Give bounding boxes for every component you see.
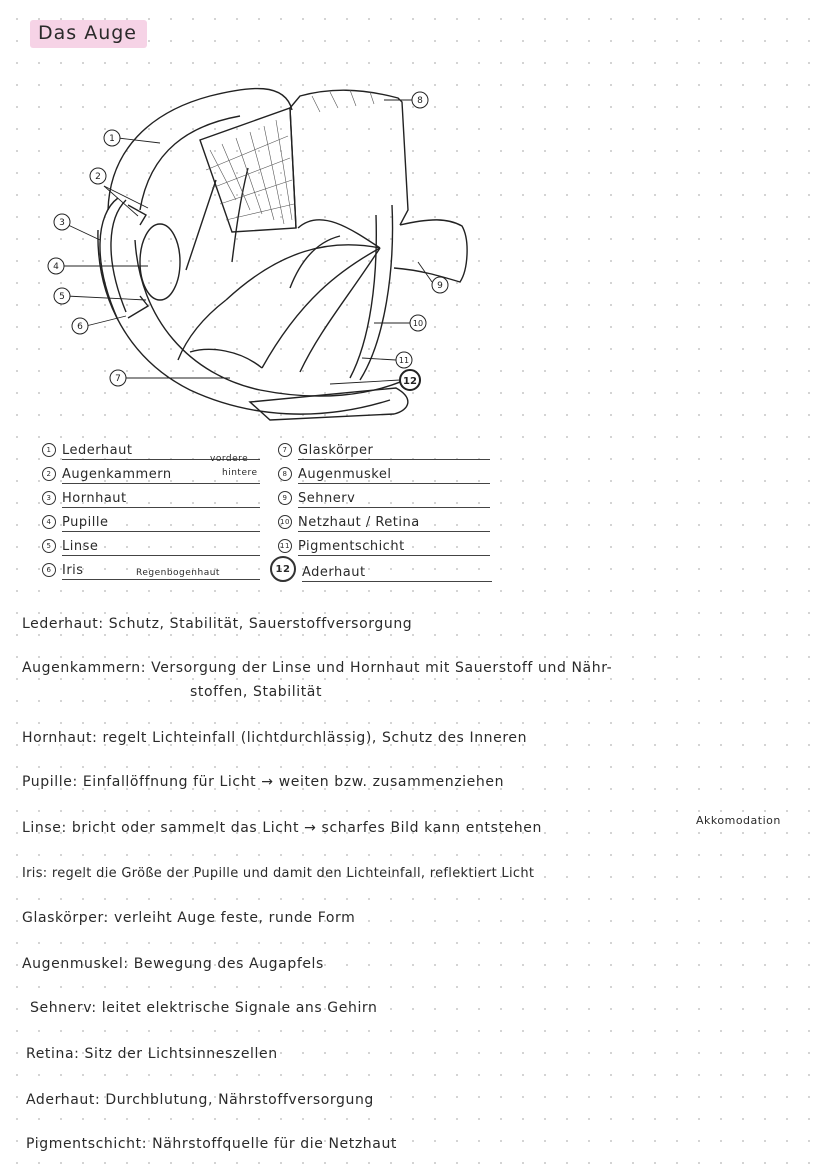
page-title: Das Auge bbox=[30, 20, 147, 48]
optic-nerve bbox=[394, 220, 467, 282]
legend-item bbox=[278, 440, 490, 460]
definition-text: leitet elektrische Signale ans Gehirn bbox=[101, 1000, 378, 1016]
number-badge: 4 bbox=[42, 515, 56, 529]
callout-10: 10 bbox=[412, 319, 424, 328]
number-badge: 5 bbox=[42, 539, 56, 553]
definition-text: bricht oder sammelt das Licht → scharfes Bild kann entstehen bbox=[71, 820, 542, 836]
legend-label: Pigmentschicht bbox=[298, 539, 405, 554]
definition-row bbox=[22, 774, 504, 790]
note-hintere: hintere bbox=[222, 468, 258, 478]
definition-text: verleiht Auge feste, runde Form bbox=[113, 910, 356, 926]
legend-item bbox=[42, 488, 260, 508]
callout-2: 2 bbox=[95, 172, 101, 182]
definition-row bbox=[22, 956, 324, 972]
legend-label: Glaskörper bbox=[298, 443, 374, 458]
number-badge: 3 bbox=[42, 491, 56, 505]
legend-item bbox=[42, 536, 260, 556]
definition-row bbox=[26, 1092, 374, 1108]
definition-row bbox=[22, 910, 355, 926]
number-badge: 9 bbox=[278, 491, 292, 505]
definition-term: Retina: bbox=[26, 1046, 80, 1062]
callout-8: 8 bbox=[417, 96, 423, 106]
definition-term: Sehnerv: bbox=[30, 1000, 97, 1016]
number-badge: 2 bbox=[42, 467, 56, 481]
callout-12: 12 bbox=[403, 376, 417, 387]
eye-diagram bbox=[0, 0, 520, 430]
callout-7: 7 bbox=[115, 374, 121, 384]
legend-label: Augenmuskel bbox=[298, 467, 392, 482]
definition-term: Pupille: bbox=[22, 774, 78, 790]
legend-item bbox=[278, 464, 490, 484]
legend-item bbox=[270, 558, 492, 582]
number-badge: 6 bbox=[42, 563, 56, 577]
note-vordere: vordere bbox=[210, 454, 249, 464]
legend-item bbox=[278, 536, 490, 556]
definition-row bbox=[22, 660, 612, 676]
number-badge: 1 bbox=[42, 443, 56, 457]
definition-row bbox=[22, 820, 542, 836]
definition-text: Schutz, Stabilität, Sauerstoffversorgung bbox=[108, 616, 413, 632]
legend-label: Sehnerv bbox=[298, 491, 356, 506]
legend-label: Netzhaut / Retina bbox=[298, 515, 420, 530]
definition-text: regelt die Größe der Pupille und damit den Lichteinfall, reflektiert Licht bbox=[51, 866, 535, 881]
note-regenbogenhaut: Regenbogenhaut bbox=[136, 568, 220, 578]
legend-item bbox=[278, 512, 490, 532]
definition-row bbox=[22, 866, 534, 881]
definition-row bbox=[26, 1046, 278, 1062]
definition-text: Durchblutung, Nährstoffversorgung bbox=[105, 1092, 374, 1108]
definition-text: regelt Lichteinfall (lichtdurchlässig), Schutz des Inneren bbox=[102, 730, 528, 746]
legend-label: Iris bbox=[62, 563, 84, 578]
legend-label: Hornhaut bbox=[62, 491, 127, 506]
definition-term: Lederhaut: bbox=[22, 616, 104, 632]
eye-muscle bbox=[290, 90, 408, 225]
definition-row bbox=[26, 1136, 397, 1152]
definition-term: Augenkammern: bbox=[22, 660, 147, 676]
annotation-akkomodation: Akkomodation bbox=[696, 814, 781, 827]
definition-text: Sitz der Lichtsinneszellen bbox=[84, 1046, 278, 1062]
definition-text: Bewegung des Augapfels bbox=[133, 956, 324, 972]
definition-term: Hornhaut: bbox=[22, 730, 98, 746]
definition-term: Glaskörper: bbox=[22, 910, 109, 926]
definition-term: Aderhaut: bbox=[26, 1092, 101, 1108]
definition-term: Iris: bbox=[22, 866, 48, 881]
callout-1: 1 bbox=[109, 134, 115, 144]
legend-label: Pupille bbox=[62, 515, 109, 530]
number-badge: 12 bbox=[270, 556, 296, 582]
legend-label: Augenkammern bbox=[62, 467, 172, 482]
definition-row bbox=[22, 730, 527, 746]
callout-6: 6 bbox=[77, 322, 83, 332]
definition-text: Nährstoffquelle für die Netzhaut bbox=[152, 1136, 398, 1152]
callout-4: 4 bbox=[53, 262, 59, 272]
definition-row bbox=[30, 1000, 378, 1016]
callout-11: 11 bbox=[398, 356, 410, 365]
callout-5: 5 bbox=[59, 292, 65, 302]
legend-label: Lederhaut bbox=[62, 443, 133, 458]
definition-term: Linse: bbox=[22, 820, 67, 836]
legend-item bbox=[278, 488, 490, 508]
definition-text: Einfallöffnung für Licht → weiten bzw. zusammenziehen bbox=[82, 774, 505, 790]
legend-label: Aderhaut bbox=[302, 565, 366, 580]
definition-term: Pigmentschicht: bbox=[26, 1136, 148, 1152]
callout-9: 9 bbox=[437, 281, 443, 291]
legend-label: Linse bbox=[62, 539, 99, 554]
legend-item bbox=[42, 512, 260, 532]
number-badge: 11 bbox=[278, 539, 292, 553]
definition-continuation: stoffen, Stabilität bbox=[190, 684, 323, 700]
number-badge: 7 bbox=[278, 443, 292, 457]
callout-3: 3 bbox=[59, 218, 65, 228]
definition-row bbox=[22, 616, 412, 632]
definition-text: Versorgung der Linse und Hornhaut mit Sauerstoff und Nähr- bbox=[151, 660, 613, 676]
number-badge: 8 bbox=[278, 467, 292, 481]
definition-term: Augenmuskel: bbox=[22, 956, 129, 972]
number-badge: 10 bbox=[278, 515, 292, 529]
sclera-outline bbox=[108, 88, 292, 210]
